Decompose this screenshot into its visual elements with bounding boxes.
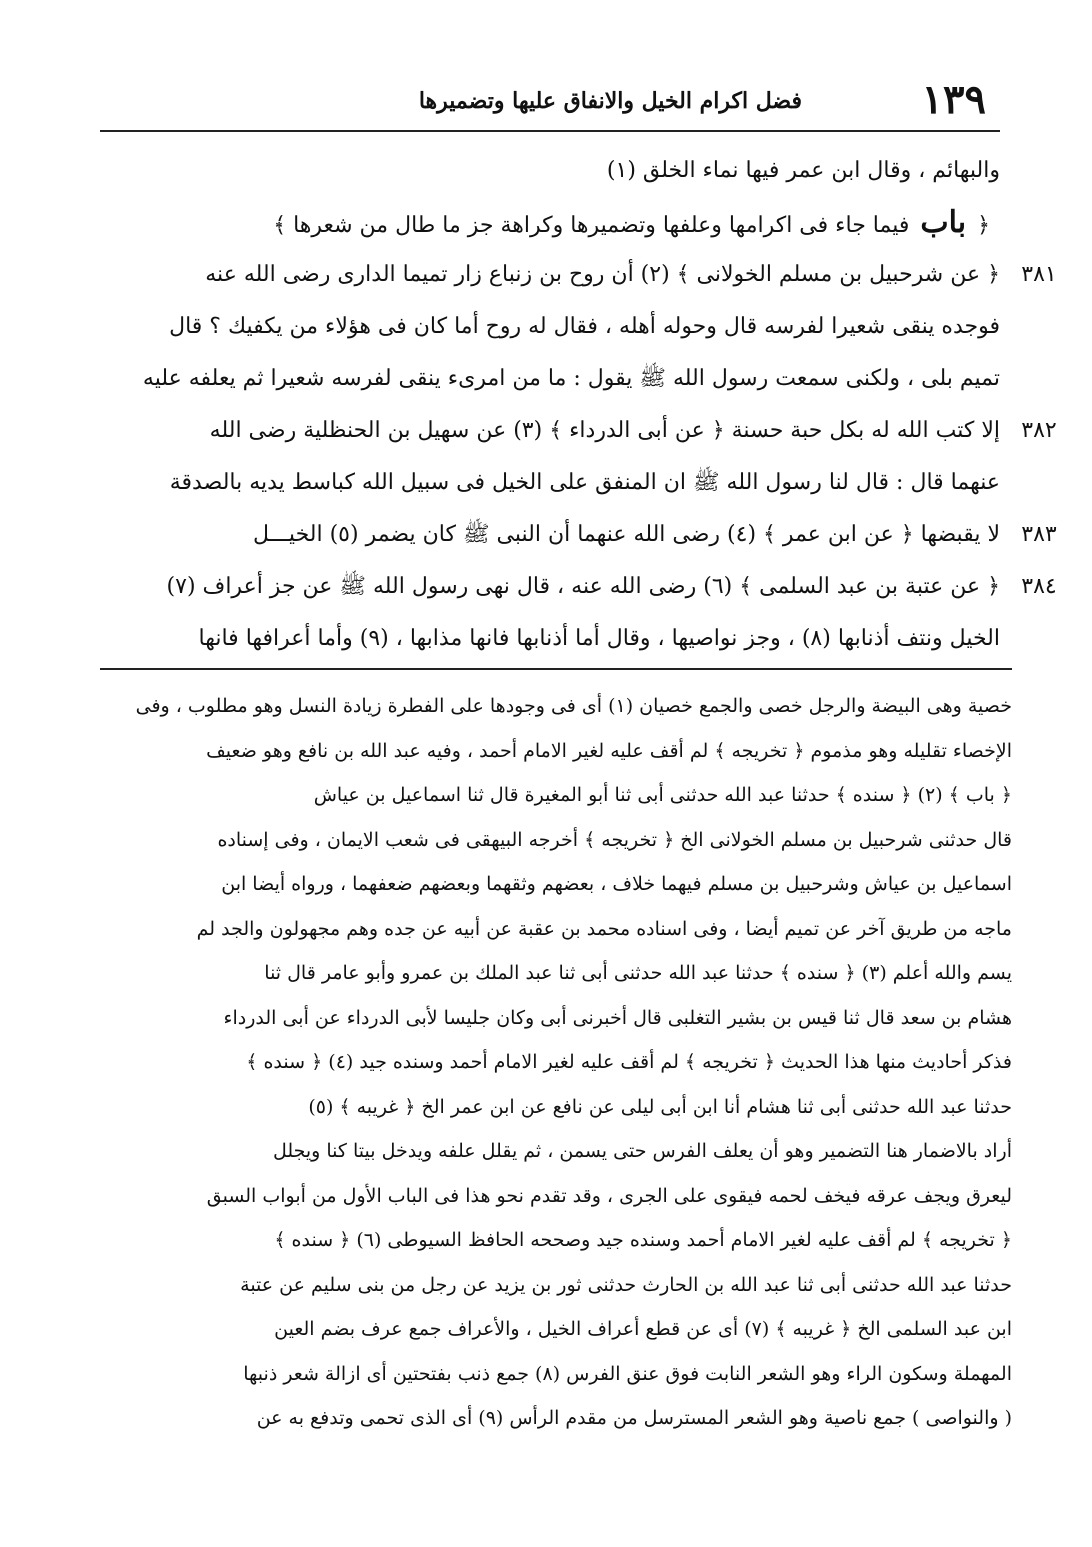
footnote-divider — [100, 668, 1012, 670]
page-header — [100, 68, 992, 128]
footnote-line: اسماعيل بن عياش وشرحبيل بن مسلم فيهما خلاف ، بعضهم وثقهما وبعضهم ضعفهما ، ورواه أيضا ابن — [221, 873, 1012, 895]
hadith-text: إلا كتب الله له بكل حبة حسنة ﴿ عن أبى الدرداء ﴾ (٣) عن سهيل بن الحنظلية رضى الله — [209, 418, 1000, 443]
hadith-text: ﴿ عن عتبة بن عبد السلمى ﴾ (٦) رضى الله عنه ، قال نهى رسول الله ﷺ عن جز أعراف (٧) — [166, 574, 1000, 599]
hadith-text: فوجده ينقى شعيرا لفرسه قال وحوله أهله ، فقال له روح أما كان فى هؤلاء من يكفيك ؟ قال — [169, 314, 1000, 339]
footnote-line: فذكر أحاديث منها هذا الحديث ﴿ تخريجه ﴾ لم أقف عليه لغير الامام أحمد وسنده جيد (٤) ﴿ سنده ﴾ — [246, 1051, 1012, 1073]
footnote-line: حدثنا عبد الله حدثنى أبى ثنا عبد الله بن الحارث حدثنى ثور بن يزيد عن رجل من بنى سليم عن عتبة — [240, 1273, 1012, 1296]
hadith-number: ٣٨١ — [1021, 262, 1057, 287]
running-title: فضل اكرام الخيل والانفاق عليها وتضميرها — [418, 88, 802, 114]
page-number: ١٣٩ — [921, 76, 986, 123]
footnote-line: أراد بالاضمار هنا التضمير وهو أن يعلف الفرس حتى يسمن ، ثم يقلل علفه ويدخل بيتا كنا ويجلل — [272, 1140, 1012, 1162]
footnote-line: ( والنواصى ) جمع ناصية وهو الشعر المسترسل من مقدم الرأس (٩) أى الذى تحمى وتدفع به عن — [256, 1407, 1012, 1429]
footnotes — [92, 684, 1012, 1441]
footnote-line: ليعرق ويجف عرقه فيخف لحمه فيقوى على الجرى ، وقد تقدم نحو هذا فى الباب الأول من أبواب السبق — [206, 1184, 1012, 1207]
footnote-line: ﴿ باب ﴾ (٢) ﴿ سنده ﴾ حدثنا عبد الله حدثنى أبى ثنا أبو المغيرة قال ثنا اسماعيل بن عياش — [313, 784, 1012, 806]
heading-close-bracket: ﴾ — [273, 213, 287, 238]
footnote-line: حدثنا عبد الله حدثنى أبى ثنا هشام أنا ابن أبى ليلى عن نافع عن ابن عمر الخ ﴿ غريبه ﴾ (٥) — [308, 1095, 1012, 1118]
hadith-text: لا يقبضها ﴿ عن ابن عمر ﴾ (٤) رضى الله عنهما أن النبى ﷺ كان يضمر (٥) الخيـــل — [252, 522, 1000, 547]
heading-text: فيما جاء فى اكرامها وعلفها وتضميرها وكراهة جز ما طال من شعرها — [293, 213, 910, 238]
hadith-line — [100, 353, 1000, 405]
footnote-line: ابن عبد السلمى الخ ﴿ غريبه ﴾ (٧) أى عن قطع أعراف الخيل ، والأعراف جمع عرف بضم العين — [274, 1318, 1012, 1340]
hadith-line — [100, 249, 1057, 301]
chapter-heading — [100, 197, 1000, 249]
hadith-text: تميم بلى ، ولكنى سمعت رسول الله ﷺ يقول : ما من امرىء ينقى لفرسه شعيرا ثم يعلفه عليه — [142, 366, 1000, 391]
footnote-line: المهملة وسكون الراء وهو الشعر النابت فوق عنق الفرس (٨) جمع ذنب بفتحتين أى ازالة شعر ذنبها — [243, 1362, 1012, 1385]
bab-word: باب — [920, 205, 967, 240]
hadith-line — [100, 405, 1057, 457]
footnote-line: الإخصاء تقليله وهو مذموم ﴿ تخريجه ﴾ لم أقف عليه لغير الامام أحمد ، وفيه عبد الله بن نافع وهو ضعيف — [206, 739, 1012, 762]
main-text — [100, 145, 1057, 665]
hadith-text: الخيل ونتف أذنابها (٨) ، وجز نواصيها ، وقال أما أذنابها فانها مذابها ، (٩) وأما أعرافها فانها — [198, 626, 1000, 651]
footnote-line: قال حدثنى شرحبيل بن مسلم الخولانى الخ ﴿ تخريجه ﴾ أخرجه البيهقى فى شعب الايمان ، وفى إسناده — [217, 828, 1012, 851]
header-divider — [100, 130, 1000, 132]
hadith-number: ٣٨٢ — [1021, 418, 1057, 443]
intro-line — [100, 145, 1000, 197]
footnote-line: ماجه من طريق آخر عن تميم أيضا ، وفى اسناده محمد بن عقبة عن أبيه عن جده وهم مجهولون والجد لم — [196, 917, 1012, 940]
hadith-text: ﴿ عن شرحبيل بن مسلم الخولانى ﴾ (٢) أن روح بن زنباع زار تميما الدارى رضى الله عنه — [205, 262, 1000, 287]
hadith-lines — [100, 249, 1057, 665]
hadith-line — [100, 509, 1057, 561]
hadith-line — [100, 613, 1000, 665]
hadith-line — [100, 457, 1000, 509]
footnote-line: هشام بن سعد قال ثنا قيس بن بشير التغلبى قال أخبرنى أبى وكان جليسا لأبى الدرداء عن أبى الدرداء — [223, 1006, 1012, 1029]
hadith-number: ٣٨٤ — [1021, 574, 1057, 599]
hadith-number: ٣٨٣ — [1021, 522, 1057, 547]
hadith-line — [100, 301, 1000, 353]
heading-open-bracket: ﴿ — [977, 213, 990, 238]
footnote-line: خصية وهى البيضة والرجل خصى والجمع خصيان (١) أى فى وجودها على الفطرة زيادة النسل وهو مطلوب ، وفى — [135, 695, 1012, 717]
footnote-line: ﴿ تخريجه ﴾ لم أقف عليه لغير الامام أحمد وسنده جيد وصححه الحافظ السيوطى (٦) ﴿ سنده ﴾ — [274, 1229, 1012, 1251]
hadith-text: عنهما قال : قال لنا رسول الله ﷺ ان المنفق على الخيل فى سبيل الله كباسط يديه بالصدقة — [169, 470, 1000, 495]
footnote-line: يسم والله أعلم (٣) ﴿ سنده ﴾ حدثنا عبد الله حدثنى أبى ثنا عبد الملك بن عمرو وأبو عامر قال ثنا — [264, 962, 1012, 984]
hadith-line — [100, 561, 1057, 613]
intro-text: والبهائم ، وقال ابن عمر فيها نماء الخلق (١) — [606, 158, 1000, 183]
